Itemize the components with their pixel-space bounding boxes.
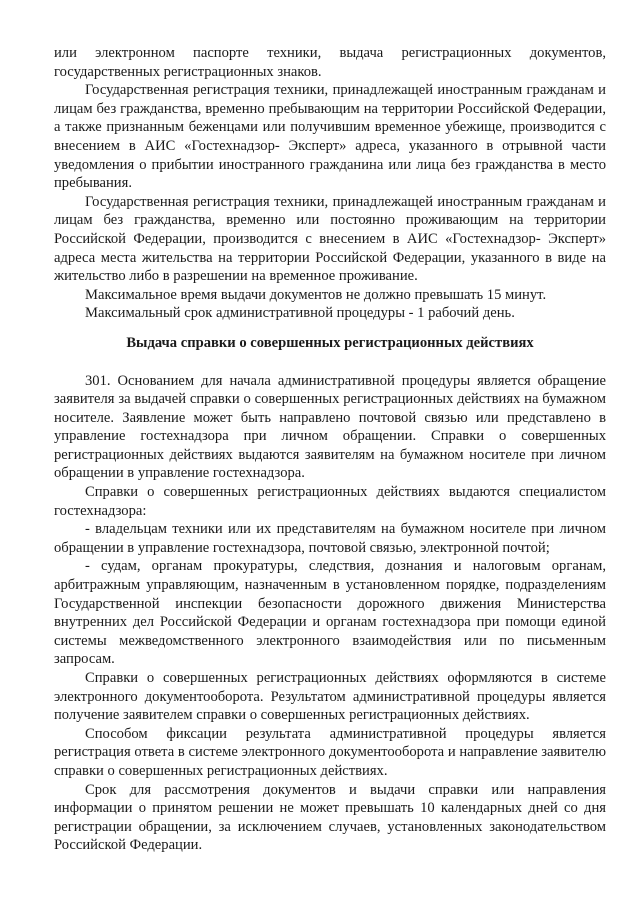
paragraph: Максимальное время выдачи документов не должно превышать 15 минут.	[85, 286, 547, 303]
paragraph: 301. Основанием для начала административной процедуры является обращение заявителя за выдачей справки о совершенных регистрационных действиях на бумажном носителе. Заявление может быть направлено почтовой связью или представлено в управление гостехнадзора при личном обращении. Справки о совершенных регистрационных действиях выдаются заявителям на бумажном носителе при личном обращении в управление гостехнадзора.	[54, 372, 606, 482]
paragraph: Справки о совершенных регистрационных действиях оформляются в системе электронного документооборота. Результатом административной процедуры является получение заявителем справки о совершенных регистрационных действиях.	[54, 670, 606, 724]
paragraph: Государственная регистрация техники, принадлежащей иностранным гражданам и лицам без гражданства, временно пребывающим на территории Российской Федерации, а также признанным беженцами или получившим временное убежище, производится с внесением в АИС «Гостехнадзор- Эксперт» адреса, указанного в отрывной части уведомления о прибытии иностранного гражданина или лица без гражданства в место пребывания.	[54, 82, 606, 192]
list-item: - судам, органам прокуратуры, следствия, дознания и налоговым органам, арбитражным управляющим, назначенным в установленном порядке, подразделениям Государственной инспекции безопасности дорожного движения Министерства внутренних дел Российской Федерации и органам гостехнадзора при помощи единой системы межведомственного электронного взаимодействия или по письменным запросам.	[54, 558, 606, 668]
document-page	[54, 44, 606, 855]
paragraph: Государственная регистрация техники, принадлежащей иностранным гражданам и лицам без гражданства, временно или постоянно проживающим на территории Российской Федерации, производится с внесением в АИС «Гостехнадзор- Эксперт» адреса места жительства на территории Российской Федерации, указанного в виде на жительство либо в разрешении на временное проживание.	[54, 193, 606, 285]
section-heading: Выдача справки о совершенных регистрационных действиях	[126, 334, 534, 351]
list-item: - владельцам техники или их представителям на бумажном носителе при личном обращении в управление гостехнадзора, почтовой связью, электронной почтой;	[54, 521, 606, 556]
paragraph: Способом фиксации результата административной процедуры является регистрация ответа в системе электронного документооборота и направление заявителю справки о совершенных регистрационных действиях.	[54, 725, 606, 779]
paragraph: Справки о совершенных регистрационных действиях выдаются специалистом гостехнадзора:	[54, 484, 606, 519]
paragraph: Максимальный срок административной процедуры - 1 рабочий день.	[85, 305, 515, 322]
paragraph: Срок для рассмотрения документов и выдачи справки или направления информации о принятом решении не может превышать 10 календарных дней со дня регистрации обращении, за исключением случаев, установленных законодательством Российской Федерации.	[54, 781, 606, 854]
paragraph: или электронном паспорте техники, выдача регистрационных документов, государственных регистрационных знаков.	[54, 45, 606, 80]
